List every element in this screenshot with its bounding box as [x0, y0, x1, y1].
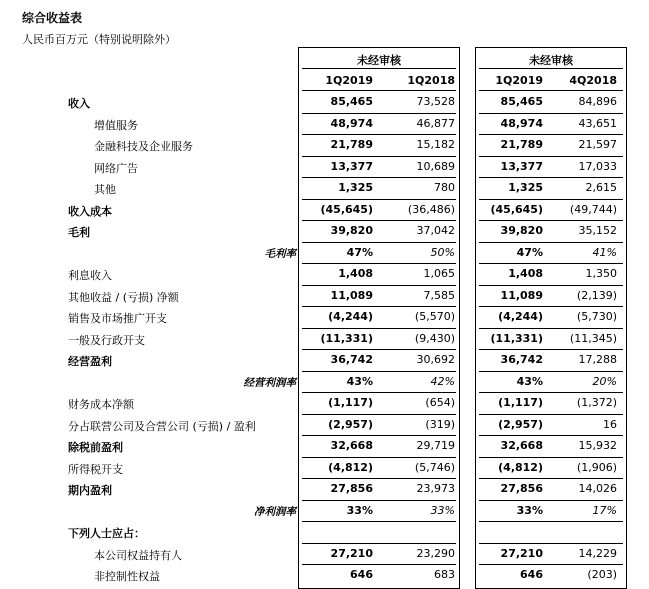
row-divider	[302, 285, 456, 286]
row-18-value-0: 27,856	[330, 482, 373, 495]
row-17-value-0: (4,812)	[328, 460, 373, 474]
row-18-value-2: 27,856	[500, 482, 543, 495]
header-divider	[479, 90, 623, 91]
row-16-label: 除税前盈利	[68, 441, 123, 454]
row-19-value-3: 17%	[592, 503, 617, 517]
row-7-value-0: 47%	[346, 245, 373, 259]
row-0-value-2: 85,465	[500, 95, 543, 108]
row-divider	[479, 134, 623, 135]
row-19-value-2: 33%	[516, 503, 543, 517]
row-12-value-0: 36,742	[330, 353, 373, 366]
header-divider	[302, 68, 456, 69]
row-4-value-1: 780	[434, 181, 455, 194]
row-9-value-2: 11,089	[500, 288, 543, 302]
row-4-label: 其他	[94, 183, 116, 196]
row-11-value-2: (11,331)	[490, 331, 543, 345]
row-19-label: 净利润率	[254, 505, 296, 518]
row-divider	[302, 134, 456, 135]
row-divider	[302, 306, 456, 307]
row-divider	[479, 285, 623, 286]
row-12-value-2: 36,742	[500, 353, 543, 366]
row-10-value-2: (4,244)	[498, 310, 543, 323]
column-header: 1Q2019	[325, 74, 373, 87]
row-13-value-3: 20%	[592, 374, 617, 388]
row-22-value-2: 646	[520, 568, 543, 581]
row-divider	[479, 328, 623, 329]
row-0-value-3: 84,896	[578, 95, 617, 108]
row-5-value-0: (45,645)	[320, 202, 373, 216]
column-header: 1Q2018	[407, 74, 455, 87]
row-16-value-3: 15,932	[578, 439, 617, 452]
row-10-label: 销售及市场推广开支	[68, 312, 167, 325]
row-3-value-0: 13,377	[330, 159, 373, 173]
row-divider	[479, 435, 623, 436]
header-divider	[302, 90, 456, 91]
row-4-value-2: 1,325	[508, 181, 543, 194]
row-divider	[302, 349, 456, 350]
column-header: 1Q2019	[495, 74, 543, 87]
row-divider	[479, 263, 623, 264]
row-15-value-1: (319)	[425, 417, 455, 431]
row-16-value-1: 29,719	[416, 439, 455, 452]
row-14-value-2: (1,117)	[498, 396, 543, 409]
row-17-value-1: (5,746)	[414, 460, 455, 474]
column-group-label: 未经审核	[529, 54, 573, 67]
row-2-value-0: 21,789	[330, 138, 373, 151]
row-18-value-3: 14,026	[578, 482, 617, 495]
row-19-value-1: 33%	[430, 503, 455, 517]
row-17-value-3: (1,906)	[576, 460, 617, 474]
row-divider	[479, 564, 623, 565]
row-divider	[302, 371, 456, 372]
row-12-value-3: 17,288	[578, 353, 617, 366]
row-13-value-2: 43%	[516, 374, 543, 388]
row-0-value-0: 85,465	[330, 95, 373, 108]
row-divider	[302, 392, 456, 393]
row-divider	[479, 156, 623, 157]
row-1-value-1: 46,877	[416, 116, 455, 130]
row-2-value-3: 21,597	[578, 138, 617, 151]
row-2-value-1: 15,182	[416, 138, 455, 151]
row-12-value-1: 30,692	[416, 353, 455, 366]
row-10-value-0: (4,244)	[328, 310, 373, 323]
row-15-value-3: 16	[603, 417, 617, 431]
row-3-value-3: 17,033	[578, 159, 617, 173]
row-16-value-0: 32,668	[330, 439, 373, 452]
row-21-value-3: 14,229	[578, 546, 617, 560]
row-4-value-3: 2,615	[585, 181, 617, 194]
row-7-value-3: 41%	[592, 245, 617, 259]
row-3-value-1: 10,689	[416, 159, 455, 173]
statement-subtitle: 人民币百万元（特别说明除外）	[22, 33, 176, 46]
row-divider	[479, 521, 623, 522]
row-1-label: 增值服务	[94, 118, 138, 132]
row-divider	[302, 156, 456, 157]
row-divider	[479, 177, 623, 178]
row-11-value-3: (11,345)	[569, 331, 617, 345]
row-divider	[302, 478, 456, 479]
row-3-label: 网络广告	[94, 161, 138, 175]
row-divider	[302, 177, 456, 178]
row-divider	[479, 500, 623, 501]
row-divider	[479, 349, 623, 350]
row-divider	[479, 371, 623, 372]
row-11-label: 一般及行政开支	[68, 333, 145, 347]
row-2-label: 金融科技及企业服务	[94, 140, 193, 153]
row-11-value-1: (9,430)	[414, 331, 455, 345]
row-divider	[302, 414, 456, 415]
row-divider	[479, 199, 623, 200]
row-8-value-2: 1,408	[508, 267, 543, 280]
row-5-value-3: (49,744)	[569, 202, 617, 216]
row-17-value-2: (4,812)	[498, 460, 543, 474]
row-21-value-1: 23,290	[416, 546, 455, 560]
row-divider	[302, 435, 456, 436]
column-group-label: 未经审核	[357, 54, 401, 67]
row-21-label: 本公司权益持有人	[94, 548, 182, 562]
row-5-label: 收入成本	[68, 204, 112, 218]
row-divider	[479, 414, 623, 415]
row-15-label: 分占联营公司及合营公司 (亏损) / 盈利	[68, 419, 256, 433]
row-8-value-3: 1,350	[585, 267, 617, 280]
column-header: 4Q2018	[569, 74, 617, 87]
row-divider	[479, 220, 623, 221]
row-1-value-0: 48,974	[330, 116, 373, 130]
row-13-label: 经营利润率	[243, 376, 296, 389]
row-22-label: 非控制性权益	[94, 570, 160, 583]
row-divider	[479, 392, 623, 393]
row-7-value-2: 47%	[516, 245, 543, 259]
row-21-value-0: 27,210	[330, 546, 373, 560]
row-11-value-0: (11,331)	[320, 331, 373, 345]
row-6-label: 毛利	[68, 226, 90, 239]
row-9-value-0: 11,089	[330, 288, 373, 302]
row-16-value-2: 32,668	[500, 439, 543, 452]
row-9-value-1: 7,585	[423, 288, 455, 302]
row-divider	[479, 543, 623, 544]
row-divider	[302, 220, 456, 221]
row-9-label: 其他收益 / (亏损) 净额	[68, 290, 179, 304]
row-divider	[302, 242, 456, 243]
header-divider	[479, 68, 623, 69]
row-divider	[479, 242, 623, 243]
row-divider	[479, 113, 623, 114]
row-15-value-2: (2,957)	[498, 417, 543, 431]
row-13-value-0: 43%	[346, 374, 373, 388]
row-7-value-1: 50%	[430, 245, 455, 259]
row-14-value-1: (654)	[425, 396, 455, 409]
row-8-value-1: 1,065	[423, 267, 455, 280]
row-14-value-3: (1,372)	[576, 396, 617, 409]
row-5-value-1: (36,486)	[407, 202, 455, 216]
row-divider	[302, 564, 456, 565]
row-20-label: 下列人士应占：	[68, 527, 145, 540]
row-6-value-3: 35,152	[578, 224, 617, 237]
row-8-label: 利息收入	[68, 269, 112, 282]
row-13-value-1: 42%	[430, 374, 455, 388]
row-divider	[302, 500, 456, 501]
row-1-value-2: 48,974	[500, 116, 543, 130]
row-10-value-1: (5,570)	[414, 310, 455, 323]
row-divider	[302, 263, 456, 264]
row-7-label: 毛利率	[264, 247, 296, 260]
row-12-label: 经营盈利	[68, 355, 112, 368]
row-6-value-1: 37,042	[416, 224, 455, 237]
row-divider	[479, 478, 623, 479]
row-17-label: 所得税开支	[68, 462, 123, 476]
row-divider	[479, 457, 623, 458]
row-14-label: 财务成本净额	[68, 398, 134, 411]
row-18-label: 期内盈利	[68, 484, 112, 497]
row-divider	[302, 328, 456, 329]
row-18-value-1: 23,973	[416, 482, 455, 495]
row-15-value-0: (2,957)	[328, 417, 373, 431]
row-6-value-2: 39,820	[500, 224, 543, 237]
row-divider	[302, 199, 456, 200]
row-4-value-0: 1,325	[338, 181, 373, 194]
row-14-value-0: (1,117)	[328, 396, 373, 409]
statement-title: 综合收益表	[22, 11, 83, 25]
row-22-value-3: (203)	[587, 568, 617, 581]
row-8-value-0: 1,408	[338, 267, 373, 280]
row-5-value-2: (45,645)	[490, 202, 543, 216]
row-21-value-2: 27,210	[500, 546, 543, 560]
row-10-value-3: (5,730)	[576, 310, 617, 323]
row-divider	[479, 306, 623, 307]
row-divider	[302, 543, 456, 544]
row-22-value-0: 646	[350, 568, 373, 581]
row-22-value-1: 683	[434, 568, 455, 581]
row-divider	[302, 457, 456, 458]
row-6-value-0: 39,820	[330, 224, 373, 237]
row-2-value-2: 21,789	[500, 138, 543, 151]
row-divider	[302, 113, 456, 114]
row-0-value-1: 73,528	[416, 95, 455, 108]
row-0-label: 收入	[68, 97, 90, 110]
row-9-value-3: (2,139)	[576, 288, 617, 302]
row-19-value-0: 33%	[346, 503, 373, 517]
row-1-value-3: 43,651	[578, 116, 617, 130]
row-3-value-2: 13,377	[500, 159, 543, 173]
row-divider	[302, 521, 456, 522]
